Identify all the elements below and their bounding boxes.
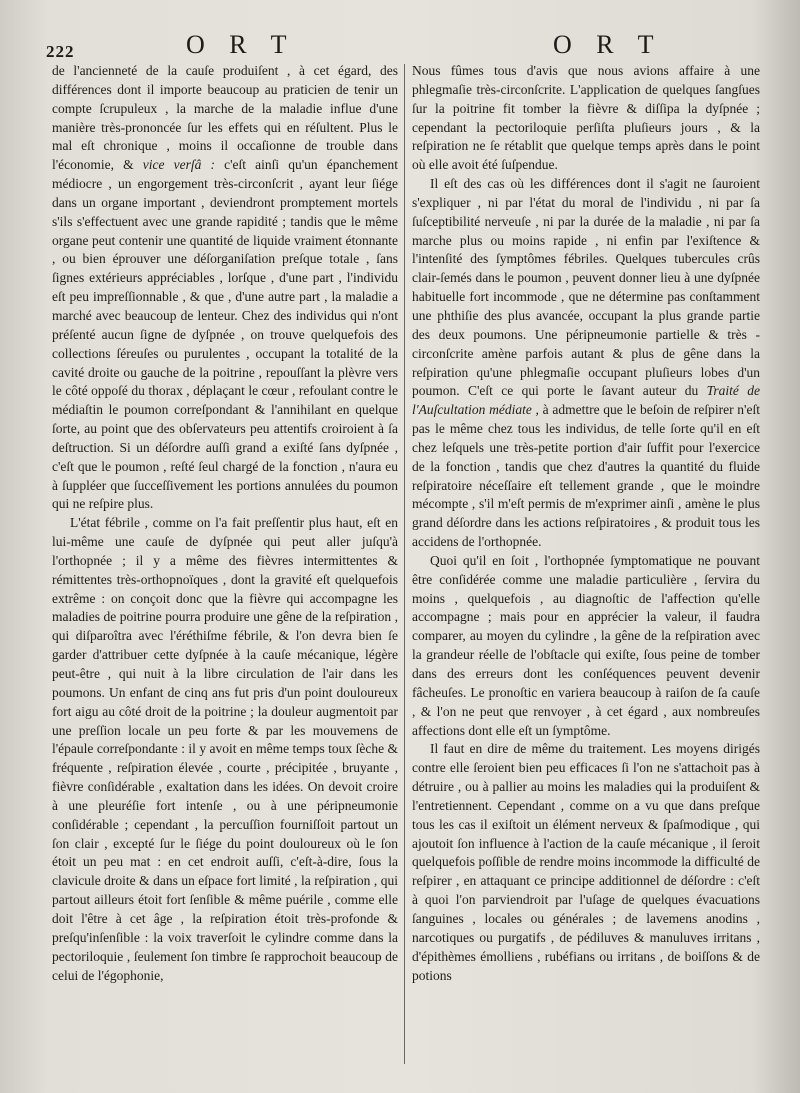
text-run: Il eſt des cas où les différences dont il s'agit ne ſauroient s'expliquer , ni par l'état du moral de l'individu , ni par ſa ſuſceptibilité nerveuſe , ni par la durée de la maladie , ni par ſa marche plus ou moins rapide , ni enfin par l'exiſtence & l'intenſité des ſymptômes fébriles. Quelques tubercules crûs clair-ſemés dans le poumon , peuvent donner lieu à une dyſpnée habituelle fort incommode , que ne détermine pas conſtamment une phthiſie des plus avancée, occupant la plus grande partie des deux poumons. Une péripneumonie partielle & très - circonſcrite amène parfois autant & plus de gêne dans la reſpiration qu'une phlegmaſie occupant pluſieurs lobes d'un poumon. C'eſt ce qui porte le ſavant auteur du bbox=[412, 176, 760, 399]
paragraph: Quoi qu'il en ſoit , l'orthopnée ſymptomatique ne pouvant être conſidérée comme une maladie particulière , ſervira du moins , quelquefois , au diagnoſtic de l'affection qu'elle accompagne ; mais pour en apprécier la valeur, il faudra comparer, au moyen du cylindre , la gêne de la reſpiration avec la grandeur réelle de l'obſtacle qui exiſte, ſous peine de tomber dans des erreurs dont les conſéquences peuvent devenir fâcheuſes. Le pronoſtic en variera beaucoup à raiſon de ſa cauſe , & l'on ne peut que renvoyer , à cet égard , aux nombreuſes affections dont elle eſt un ſymptôme. bbox=[412, 552, 760, 738]
left-running-head: O R T bbox=[186, 30, 296, 59]
right-running-head: O R T bbox=[553, 30, 663, 59]
paragraph: Nous fûmes tous d'avis que nous avions affaire à une phlegmaſie très-circonſcrite. L'application de quelques ſangſues ſur la poitrine fit tomber la fièvre & diſſipa la dyſpnée ; cependant la pectoriloquie perſiſta pluſieurs jours , & la reſpiration ne ſe rétablit que quelque temps après dans le point où elle avoit été ſuſpendue. bbox=[412, 63, 760, 173]
text-run: de l'ancienneté de la cauſe produiſent , à cet égard, des différences dont il importe beaucoup au praticien de tenir un compte ſcrupuleux , la marche de la maladie influe d'une manière très-prononcée ſur les effets qui en réſultent. Plus le mal eſt chronique , moins il occaſionne de trouble dans l'économie, & bbox=[52, 63, 398, 173]
paragraph bbox=[52, 62, 398, 514]
text-run: c'eſt ainſi qu'un épanchement médiocre , un engorgement très-circonſcrit , ayant leur ſiége dans un organe important , deviendront promptement mortels s'ils s'effectuent avec une grande rapidité ; tandis que le même organe peut contenir une quantité de liquide vraiment étonnante , ou bien éprouver une déſorganiſation preſque totale , ſans ſignes extérieurs appréciables , lorſque , d'une part , l'individu eſt peu impreſſionnable , & que , d'une autre part , la maladie a marché avec beaucoup de lenteur. Chez des individus qui n'ont préſenté aucun ſigne de dyſpnée , on trouve quelquefois des collections ſéreuſes ou purulentes , occupant la totalité de la cavité droite ou gauche de la poitrine , repouſſant la plèvre vers le côté oppoſé du thorax , déplaçant le cœur , refoulant contre le médiaſtin le poumon correſpondant & l'annihilant en quelque ſorte, au point que des obſervateurs peu attentifs croiroient à ſa deſtruction. Si un déſordre auſſi grand a exiſté ſans dyſpnée , c'eſt que le poumon , reſté ſeul chargé de la fonction , n'aura eu à ſuppléer que ſucceſſivement les portions annulées du poumon qui ne reſpire plus. bbox=[52, 157, 398, 512]
right-column bbox=[412, 62, 760, 1074]
page-header bbox=[0, 30, 800, 64]
paragraph: Il faut en dire de même du traitement. Les moyens dirigés contre elle ſeroient bien peu efficaces ſi l'on ne s'attachoit pas à détruire , ou à pallier au moins les maladies qui la produiſent & l'entretiennent. Cependant , comme on a vu que dans preſque tous les cas il exiſtoit un élément nerveux & ſpaſmodique , qui ajoutoit ſon influence à l'action de la cauſe mécanique , il ſeroit quelquefois poſſible de rendre moins incommode la difficulté de reſpirer , en attaquant ce principe additionnel de déſordre : c'eſt à quoi l'on parviendroit par l'uſage de quelques évacuations ſanguines , locales ou générales ; de lavemens anodins , narcotiques ou purgatifs , de pédiluves & manuluves irritans , d'épithèmes émolliens , rubéfians ou irritans , de boiſſons & de potions bbox=[412, 741, 760, 983]
text-run: à admettre que le beſoin de reſpirer n'eſt pas le même chez tous les individus, de telle ſorte qu'il en eſt chez leſquels une très-petite portion d'air ſuffit pour l'exercice de la fonction , tandis que chez d'autres la quantité du fluide reſpiratoire néceſſaire eſt tellement grande , que le moindre mécompte , s'il m'eſt permis de m'exprimer ainſi , amène le plus grand déſordre dans les actions reſpiratoires , & produit tous les accidens de l'orthopnée. bbox=[412, 402, 760, 550]
left-column bbox=[52, 62, 398, 1074]
italic-title: Traité de l'Auſcultation médiate , bbox=[412, 383, 760, 418]
paragraph bbox=[412, 175, 760, 552]
paragraph: L'état fébrile , comme on l'a fait preſſentir plus haut, eſt en lui-même une cauſe de dyſpnée qui peut aller juſqu'à l'orthopnée ; il y a même des fièvres intermittentes & rémittentes très-orthopnoïques , dont la gravité eſt quelquefois extrême : on conçoit donc que la fièvre qui accompagne les maladies de poitrine pourra produire une gêne de la reſpiration , qui diſparoîtra avec l'éréthiſme fébrile, & l'on devra bien ſe garder d'attribuer cette dyſpnée à la cauſe mécanique, légère peut-être , qui nuit à la libre circulation de l'air dans les poumons. Un enfant de cinq ans fut pris d'un point douloureux fort aigu au côté droit de la poitrine ; la douleur augmentoit par une preſſion locale un peu forte & par les mouvemens de l'épaule correſpondante : il y avoit en même temps toux ſèche & fréquente , reſpiration élevée , courte , précipitée , bruyante , fièvre conſidérable , exaltation dans les idées. On devoit croire à une pleuréſie fort intenſe , ou à une péripneumonie conſidérable ; cependant , la percuſſion fourniſſoit partout un ſon clair , excepté ſur le ſiége du point douloureux où le ſon étoit un peu mat : en cet endroit auſſi, c'eſt-à-dire, ſous la clavicule droite & dans un eſpace fort limité , la reſpiration , qui partout ailleurs étoit fort ſenſible & même puérile , comme elle doit l'être à cet âge , la reſpiration étoit très-profonde & preſqu'inſenſible : la voix traverſoit le cylindre comme dans la pectoriloquie , ſeulement ſon timbre ſe rapprochoit beaucoup de celui de l'égophonie, bbox=[52, 515, 398, 983]
column-divider bbox=[404, 64, 405, 1064]
page-number: 222 bbox=[46, 42, 75, 61]
italic-phrase: vice verſâ : bbox=[142, 157, 215, 173]
